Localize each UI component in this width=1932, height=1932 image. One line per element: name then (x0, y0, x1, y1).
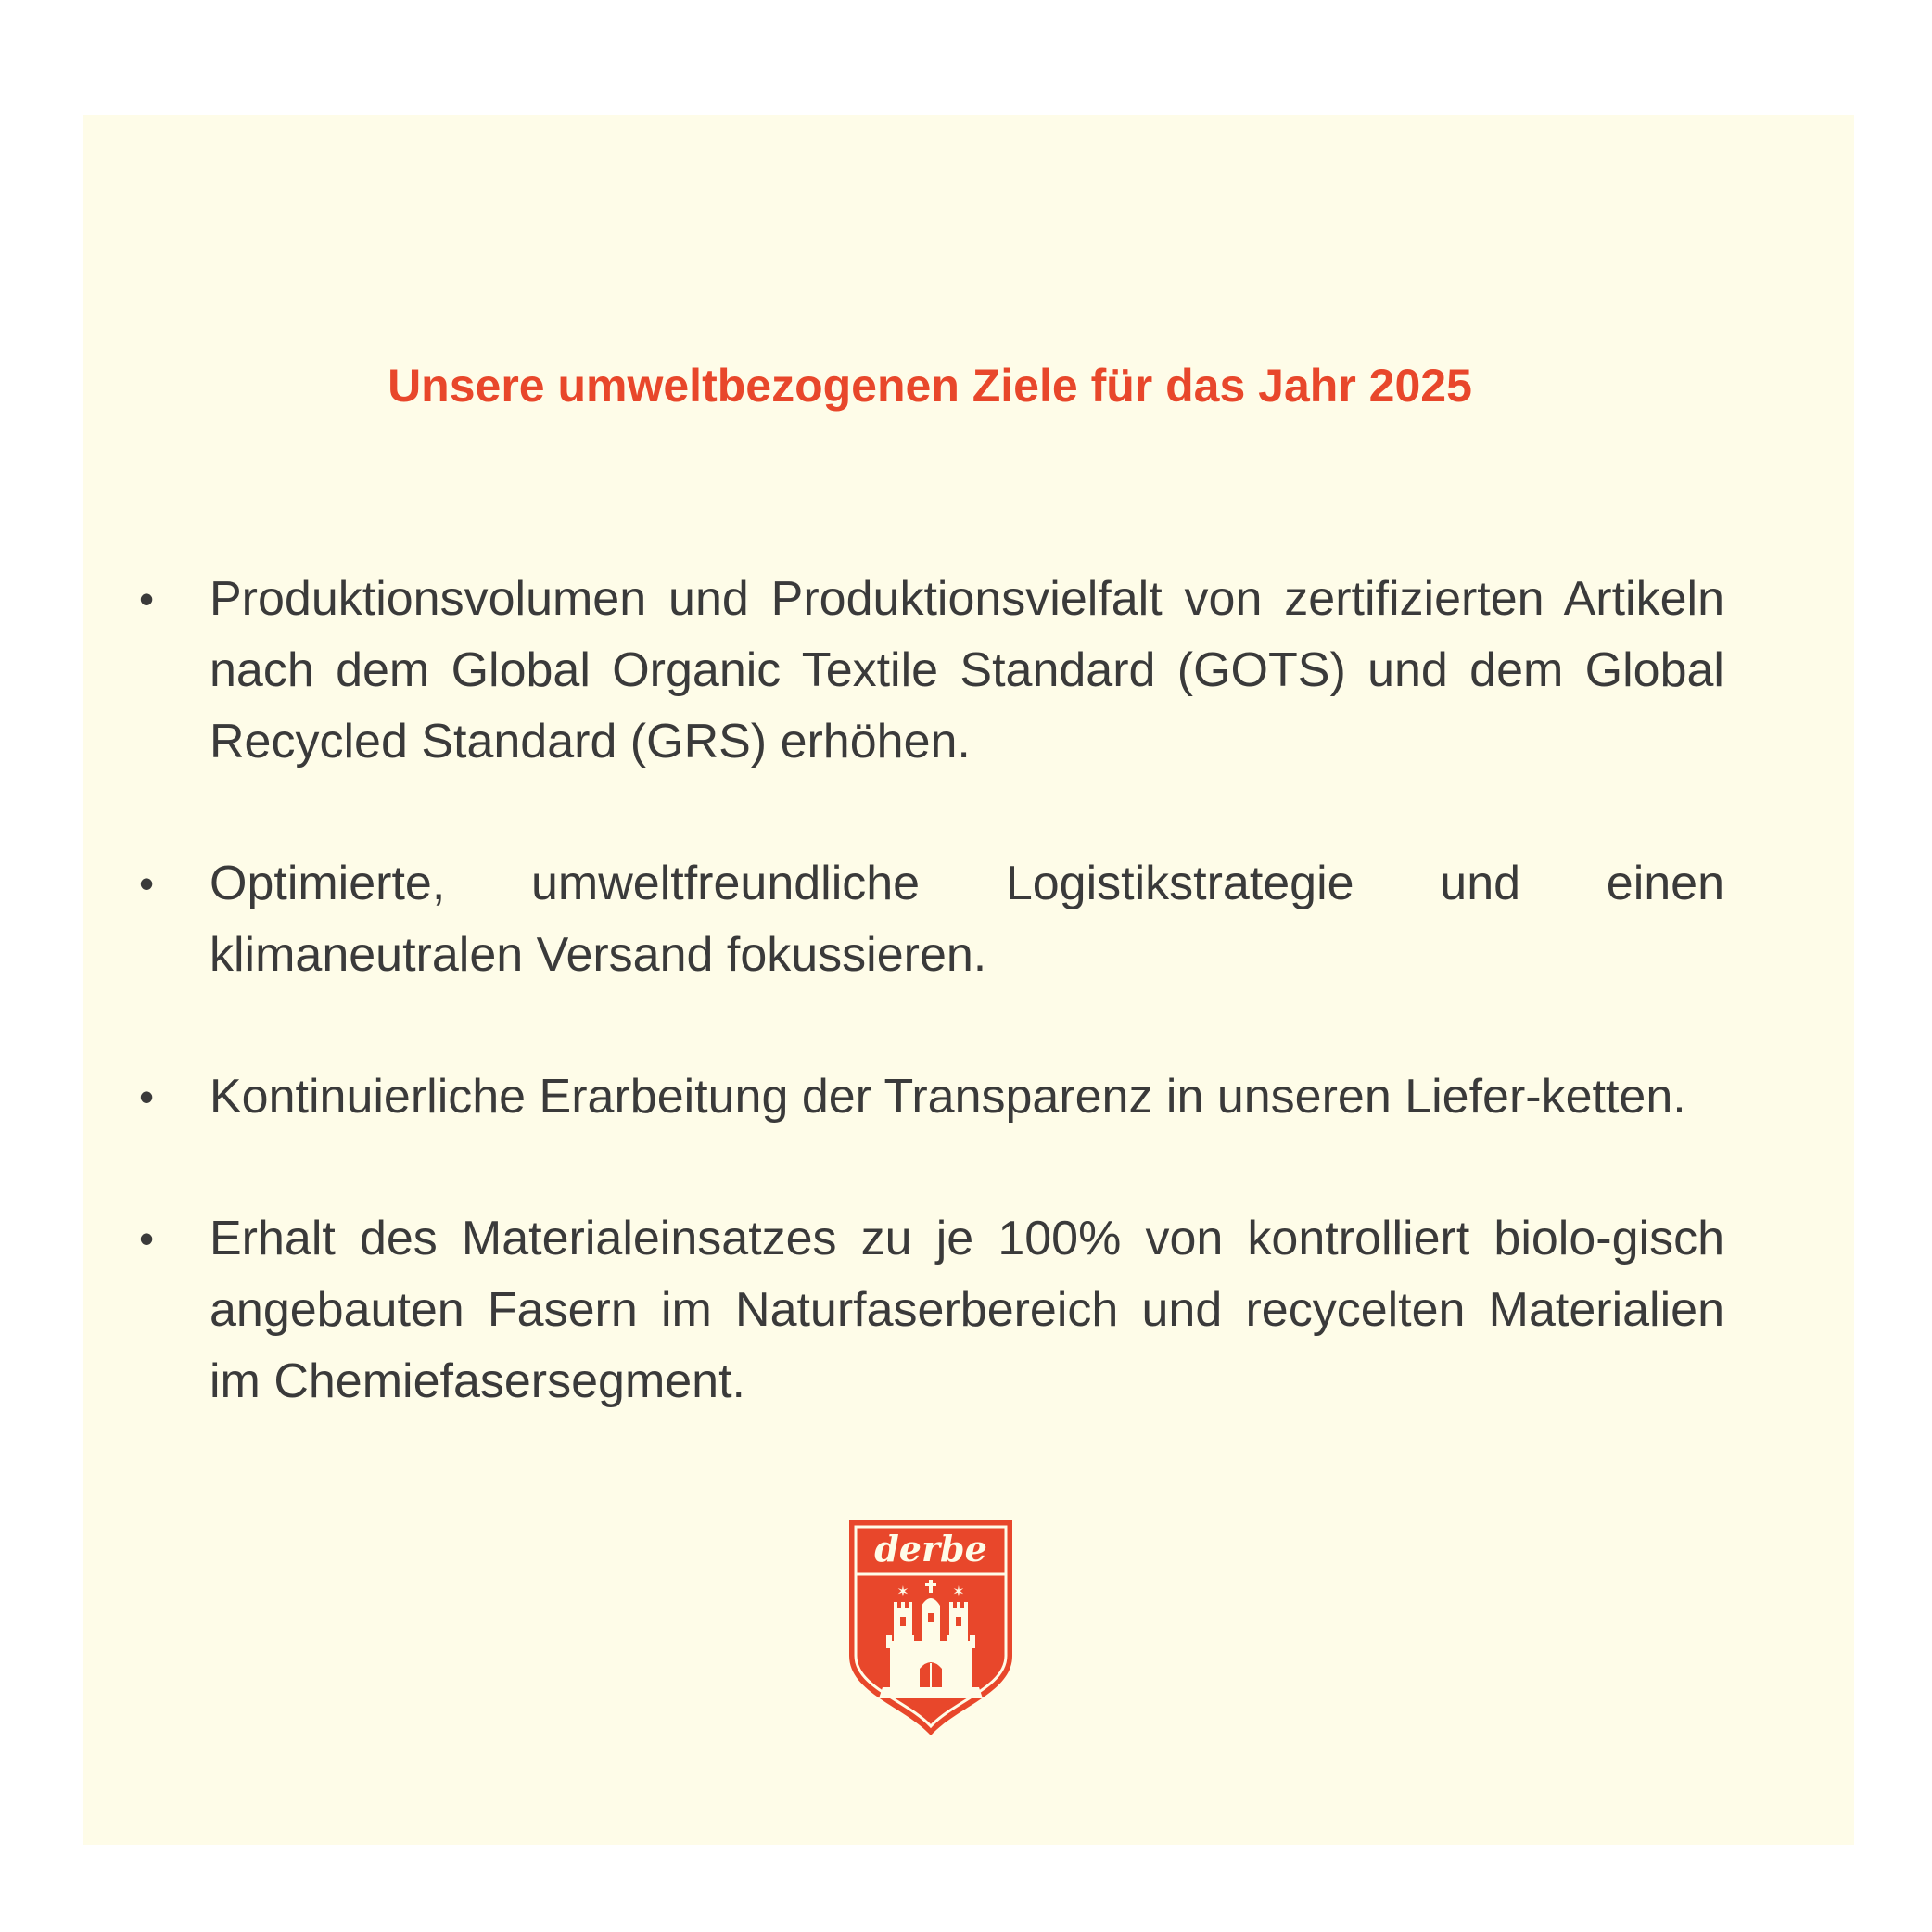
goal-item-1 (139, 564, 1724, 778)
derbe-logo (845, 1517, 1016, 1739)
bullet-icon: • (139, 859, 155, 908)
bullet-icon: • (139, 575, 155, 623)
page-title: Unsere umweltbezogenen Ziele für das Jahr 2025 (388, 360, 1472, 412)
goal-item-2 (139, 848, 1724, 991)
bullet-icon: • (139, 1214, 155, 1263)
goal-item-3 (139, 1061, 1724, 1133)
goal-item-4 (139, 1203, 1724, 1417)
goals-list (139, 564, 1724, 1488)
goal-text: Erhalt des Materialeinsatzes zu je 100% von kontrolliert biolo-gisch angebauten Fasern im Naturfaserbereich und recycelten Materialien im Chemiefasersegment. (210, 1212, 1724, 1408)
goal-text: Kontinuierliche Erarbeitung der Transparenz in unseren Liefer-ketten. (210, 1070, 1686, 1124)
goal-text: Produktionsvolumen und Produktionsvielfalt von zertifizierten Artikeln nach dem Global Organic Textile Standard (GOTS) und dem Global Recycled Standard (GRS) erhöhen. (210, 572, 1724, 769)
svg-text:✶: ✶ (896, 1582, 909, 1600)
svg-text:✶: ✶ (952, 1582, 965, 1600)
goal-text: Optimierte, umweltfreundliche Logistikstrategie und einen klimaneutralen Versand fokussieren. (210, 857, 1724, 982)
logo-wordmark: derbe (874, 1528, 987, 1570)
bullet-icon: • (139, 1073, 155, 1121)
